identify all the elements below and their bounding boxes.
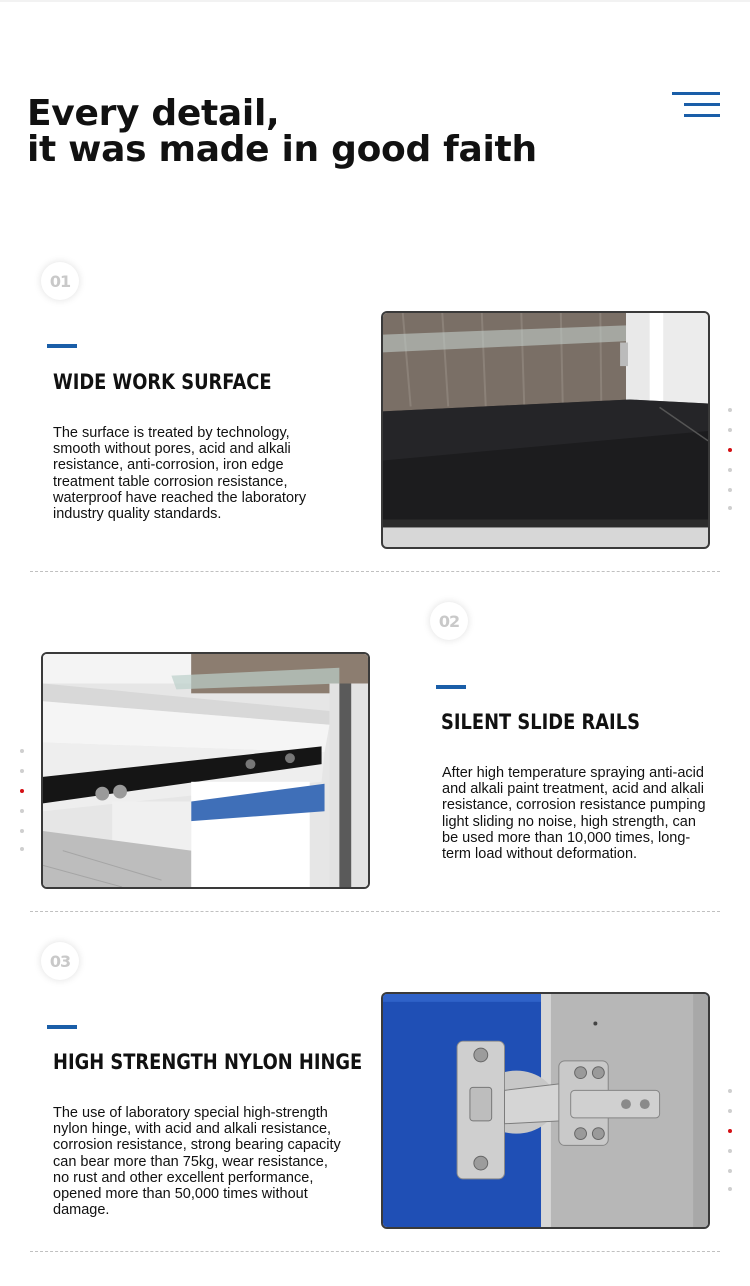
- page-headline: [27, 93, 537, 170]
- carousel-dots: [728, 1089, 734, 1193]
- hinge-photo: [381, 992, 710, 1229]
- feature-description: After high temperature spraying anti-acid and alkali paint treatment, acid and alkali resistance, corrosion resistance pumping light sliding no noise, high strength, can be used more than 10,000 times, long- term load without deformation.: [442, 765, 706, 863]
- feature-number-badge: 01: [41, 262, 79, 300]
- carousel-dots: [20, 749, 26, 853]
- carousel-dots: [728, 408, 734, 512]
- section-divider: [30, 1251, 720, 1252]
- feature-accent-bar: [47, 1025, 77, 1029]
- headline-line-1: Every detail,: [27, 93, 280, 134]
- top-border: [0, 0, 750, 2]
- feature-number-badge: 02: [430, 602, 468, 640]
- feature-number-badge: 03: [41, 942, 79, 980]
- feature-accent-bar: [436, 685, 466, 689]
- feature-description: The use of laboratory special high-strength nylon hinge, with acid and alkali resistance, corrosion resistance, strong bearing capacity can bear more than 75kg, wear resistance, no rust and other excellent performance, opened more than 50,000 times without damage.: [53, 1105, 341, 1219]
- slide-rail-photo: [41, 652, 370, 889]
- hamburger-menu-icon[interactable]: [672, 92, 720, 122]
- section-divider: [30, 571, 720, 572]
- feature-description: The surface is treated by technology, smooth without pores, acid and alkali resistance, anti-corrosion, iron edge treatment table corrosion resistance, waterproof have reached the laboratory industry quality standards.: [53, 425, 307, 523]
- feature-accent-bar: [47, 344, 77, 348]
- feature-title: HIGH STRENGTH NYLON HINGE: [53, 1050, 363, 1074]
- section-divider: [30, 911, 720, 912]
- feature-title: SILENT SLIDE RAILS: [441, 710, 640, 734]
- headline-line-2: it was made in good faith: [27, 129, 537, 170]
- work-surface-photo: [381, 311, 710, 549]
- feature-title: WIDE WORK SURFACE: [53, 370, 272, 394]
